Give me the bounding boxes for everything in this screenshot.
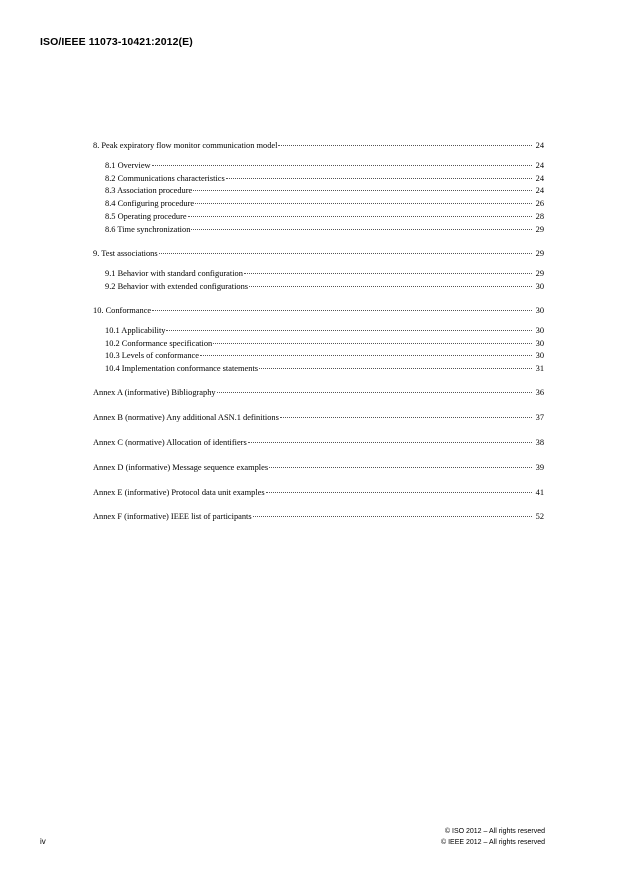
dot-leader (166, 330, 532, 331)
toc-entry-page: 31 (535, 364, 544, 374)
toc-entry-page: 38 (535, 438, 544, 448)
toc-entry-title: 8.2 Communications characteristics (105, 173, 225, 183)
toc-entry-page: 30 (535, 325, 544, 335)
toc-entry-title: Annex D (informative) Message sequence examples (93, 462, 269, 472)
toc-entry-title: Annex C (normative) Allocation of identifiers (93, 438, 247, 448)
toc-entry-title: 8.4 Configuring procedure (105, 199, 195, 209)
toc-entry-page: 24 (535, 160, 544, 170)
toc-entry-page: 24 (535, 173, 544, 183)
dot-leader (226, 178, 532, 179)
dot-leader (280, 417, 532, 418)
toc-entry-page: 28 (535, 211, 544, 221)
toc-entry-title: 8.6 Time synchronization (105, 224, 191, 234)
dot-leader (244, 273, 532, 274)
toc-entry[interactable] (93, 338, 544, 351)
dot-leader (191, 229, 532, 230)
dot-leader (269, 467, 532, 468)
toc-entry[interactable] (93, 160, 544, 173)
dot-leader (278, 145, 532, 146)
toc-entry[interactable] (93, 140, 544, 153)
toc-entry-page: 26 (535, 199, 544, 209)
dot-leader (152, 165, 532, 166)
toc-entry[interactable] (93, 305, 544, 318)
toc-entry-title: 9.2 Behavior with extended configurations (105, 281, 249, 291)
page-number: iv (40, 837, 46, 846)
toc-entry-title: 10.4 Implementation conformance statements (105, 364, 259, 374)
toc-entry-page: 29 (535, 268, 544, 278)
toc-entry-title: 8.1 Overview (105, 160, 151, 170)
toc-entry-page: 30 (535, 351, 544, 361)
toc-entry[interactable] (93, 211, 544, 224)
toc-entry-page: 36 (535, 388, 544, 398)
toc-entry-page: 30 (535, 281, 544, 291)
toc-entry[interactable] (93, 185, 544, 198)
dot-leader (266, 492, 532, 493)
toc-entry-page: 24 (535, 141, 544, 150)
toc-section-8 (93, 140, 544, 237)
copyright-ieee: © IEEE 2012 – All rights reserved (441, 838, 545, 846)
dot-leader (193, 190, 532, 191)
toc-section-10 (93, 305, 544, 376)
toc-entry-title: Annex B (normative) Any additional ASN.1 definitions (93, 413, 279, 423)
document-id-header: ISO/IEEE 11073-10421:2012(E) (40, 36, 193, 48)
toc-section-9 (93, 248, 544, 293)
toc-entry-title: 9.1 Behavior with standard configuration (105, 268, 243, 278)
toc-entry-page: 29 (535, 224, 544, 234)
toc-entry-page: 30 (535, 338, 544, 348)
table-of-contents (93, 140, 544, 536)
toc-entry-page: 24 (535, 186, 544, 196)
toc-annex-entry[interactable] (93, 412, 544, 425)
toc-entry-title: 10.3 Levels of conformance (105, 351, 199, 361)
dot-leader (249, 286, 532, 287)
dot-leader (217, 392, 532, 393)
toc-entry-title: 10.2 Conformance specification (105, 338, 213, 348)
toc-entry-title: 8. Peak expiratory flow monitor communication model (93, 141, 278, 150)
toc-annex-entry[interactable] (93, 462, 544, 475)
toc-entry[interactable] (93, 224, 544, 237)
toc-entry-page: 29 (535, 249, 544, 259)
toc-entry-title: 9. Test associations (93, 249, 158, 259)
dot-leader (159, 253, 532, 254)
toc-entry-page: 30 (535, 305, 544, 315)
toc-annex-entry[interactable] (93, 487, 544, 500)
toc-annex-entry[interactable] (93, 511, 544, 524)
dot-leader (253, 516, 532, 517)
dot-leader (188, 216, 532, 217)
dot-leader (259, 368, 532, 369)
dot-leader (195, 203, 532, 204)
toc-entry-page: 41 (535, 487, 544, 497)
copyright-iso: © ISO 2012 – All rights reserved (444, 828, 545, 835)
dot-leader (152, 310, 532, 311)
dot-leader (200, 355, 532, 356)
toc-entry-title: 8.5 Operating procedure (105, 211, 187, 221)
toc-entry[interactable] (93, 268, 544, 281)
toc-entry[interactable] (93, 281, 544, 294)
toc-entry-title: 10.1 Applicability (105, 325, 166, 335)
toc-entry-page: 52 (535, 512, 544, 522)
toc-entry[interactable] (93, 350, 544, 363)
toc-entry-page: 39 (535, 462, 544, 472)
toc-entry-title: 8.3 Association procedure (105, 186, 193, 196)
toc-entry[interactable] (93, 363, 544, 376)
toc-entry[interactable] (93, 248, 544, 261)
toc-entry-page: 37 (535, 413, 544, 423)
toc-entry-title: Annex A (informative) Bibliography (93, 388, 216, 398)
toc-entry-title: 10. Conformance (93, 305, 152, 315)
toc-entry[interactable] (93, 198, 544, 211)
toc-annex-entry[interactable] (93, 437, 544, 450)
toc-annex-entry[interactable] (93, 387, 544, 400)
toc-entry[interactable] (93, 173, 544, 186)
toc-entry-title: Annex F (informative) IEEE list of participants (93, 512, 252, 522)
toc-entry-title: Annex E (informative) Protocol data unit examples (93, 487, 265, 497)
dot-leader (248, 442, 532, 443)
copyright-notice (441, 827, 545, 848)
toc-entry[interactable] (93, 325, 544, 338)
dot-leader (213, 343, 532, 344)
